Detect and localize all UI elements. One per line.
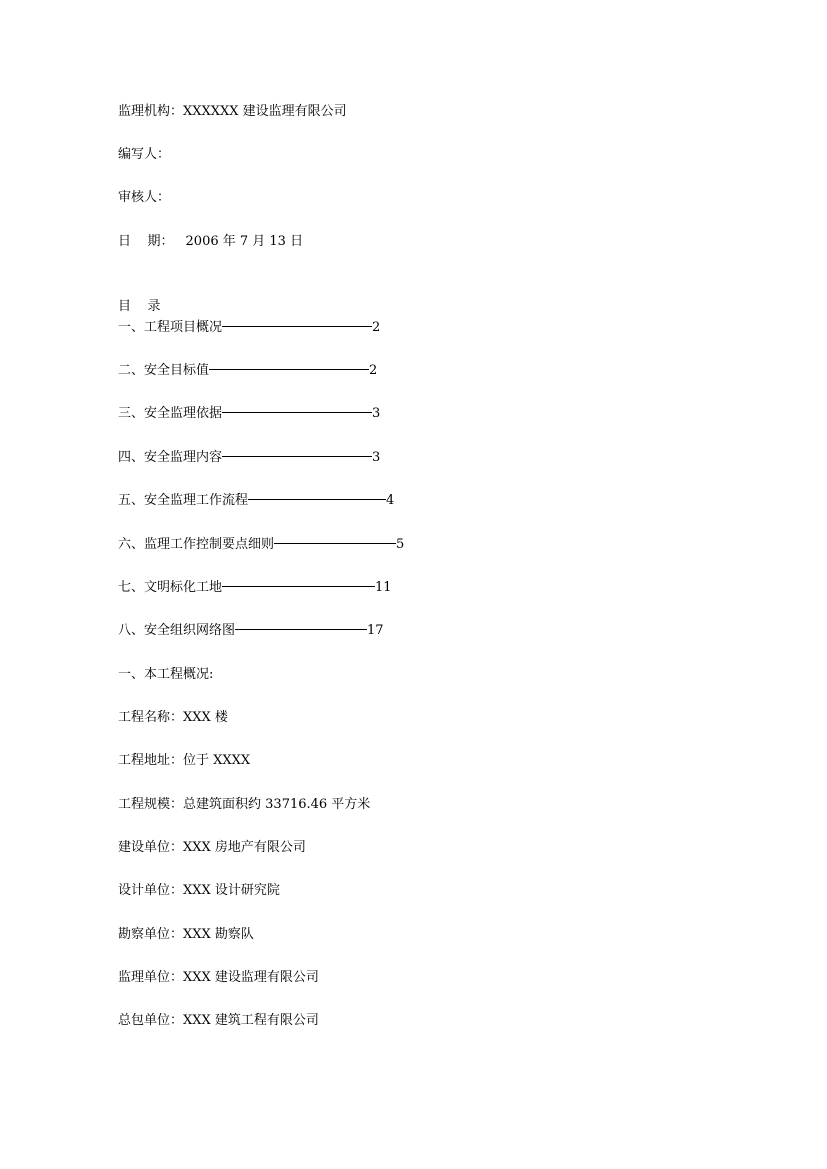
supervision-org-value: XXXXXX 建设监理有限公司 — [183, 104, 347, 119]
overview-field — [118, 840, 306, 856]
field-value: XXX 建筑工程有限公司 — [183, 1013, 319, 1028]
overview-field — [118, 1013, 319, 1029]
toc-leader — [222, 585, 375, 587]
reviewer-line — [118, 190, 170, 206]
overview-field — [118, 797, 370, 813]
toc-item-page: 3 — [372, 450, 381, 465]
author-label: 编写人： — [118, 147, 171, 162]
toc-item-page: 2 — [369, 363, 378, 378]
toc-item-label: 二、安全目标值 — [118, 363, 210, 378]
toc-item — [118, 493, 394, 509]
reviewer-label: 审核人： — [118, 190, 171, 205]
toc-item-label: 三、安全监理依据 — [118, 406, 223, 421]
field-value: XXX 建设监理有限公司 — [183, 970, 319, 985]
toc-item-label: 七、文明标化工地 — [118, 580, 223, 595]
field-label: 设计单位： — [118, 883, 184, 898]
toc-leader — [222, 325, 372, 327]
overview-field — [118, 970, 319, 986]
toc-item-label: 五、安全监理工作流程 — [118, 493, 249, 508]
toc-item-page: 2 — [372, 320, 381, 335]
toc-item-label: 四、安全监理内容 — [118, 450, 223, 465]
date-line — [118, 234, 303, 250]
toc-item — [118, 580, 392, 596]
field-value: XXX 楼 — [183, 710, 228, 725]
field-value: XXX 房地产有限公司 — [183, 840, 306, 855]
toc-item — [118, 623, 384, 639]
author-line — [118, 147, 170, 163]
overview-field — [118, 883, 280, 899]
toc-item-page: 11 — [375, 580, 392, 595]
overview-field — [118, 927, 254, 943]
toc-item-page: 5 — [396, 537, 405, 552]
field-value: 总建筑面积约 33716.46 平方米 — [183, 797, 371, 812]
toc-item — [118, 406, 380, 422]
field-label: 建设单位： — [118, 840, 184, 855]
supervision-org-label: 监理机构： — [118, 104, 184, 119]
toc-item-page: 3 — [372, 406, 381, 421]
toc-item — [118, 537, 404, 553]
toc-item-label: 一、工程项目概况 — [118, 320, 223, 335]
field-label: 勘察单位： — [118, 927, 184, 942]
toc-title: 目 录 — [118, 299, 161, 314]
field-value: 位于 XXXX — [183, 753, 251, 768]
toc-item-page: 4 — [386, 493, 395, 508]
overview-heading: 一、本工程概况: — [118, 667, 214, 682]
field-label: 工程地址： — [118, 753, 184, 768]
field-label: 工程名称： — [118, 710, 184, 725]
toc-leader — [248, 498, 386, 500]
toc-item-page: 17 — [367, 623, 384, 638]
supervision-org-line — [118, 104, 347, 120]
toc-leader — [235, 628, 367, 630]
field-label: 工程规模： — [118, 797, 184, 812]
toc-item — [118, 320, 380, 336]
date-value: 2006 年 7 月 13 日 — [185, 234, 304, 249]
toc-leader — [222, 455, 372, 457]
field-label: 监理单位： — [118, 970, 184, 985]
toc-item-label: 八、安全组织网络图 — [118, 623, 236, 638]
date-label: 日 期： — [118, 234, 174, 249]
toc-item — [118, 363, 377, 379]
field-value: XXX 设计研究院 — [183, 883, 280, 898]
toc-leader — [209, 368, 369, 370]
toc-item — [118, 450, 380, 466]
field-value: XXX 勘察队 — [183, 927, 254, 942]
toc-leader — [274, 542, 396, 544]
overview-field — [118, 710, 228, 726]
overview-field — [118, 753, 250, 769]
toc-leader — [222, 411, 372, 413]
toc-item-label: 六、监理工作控制要点细则 — [118, 537, 275, 552]
field-label: 总包单位： — [118, 1013, 184, 1028]
